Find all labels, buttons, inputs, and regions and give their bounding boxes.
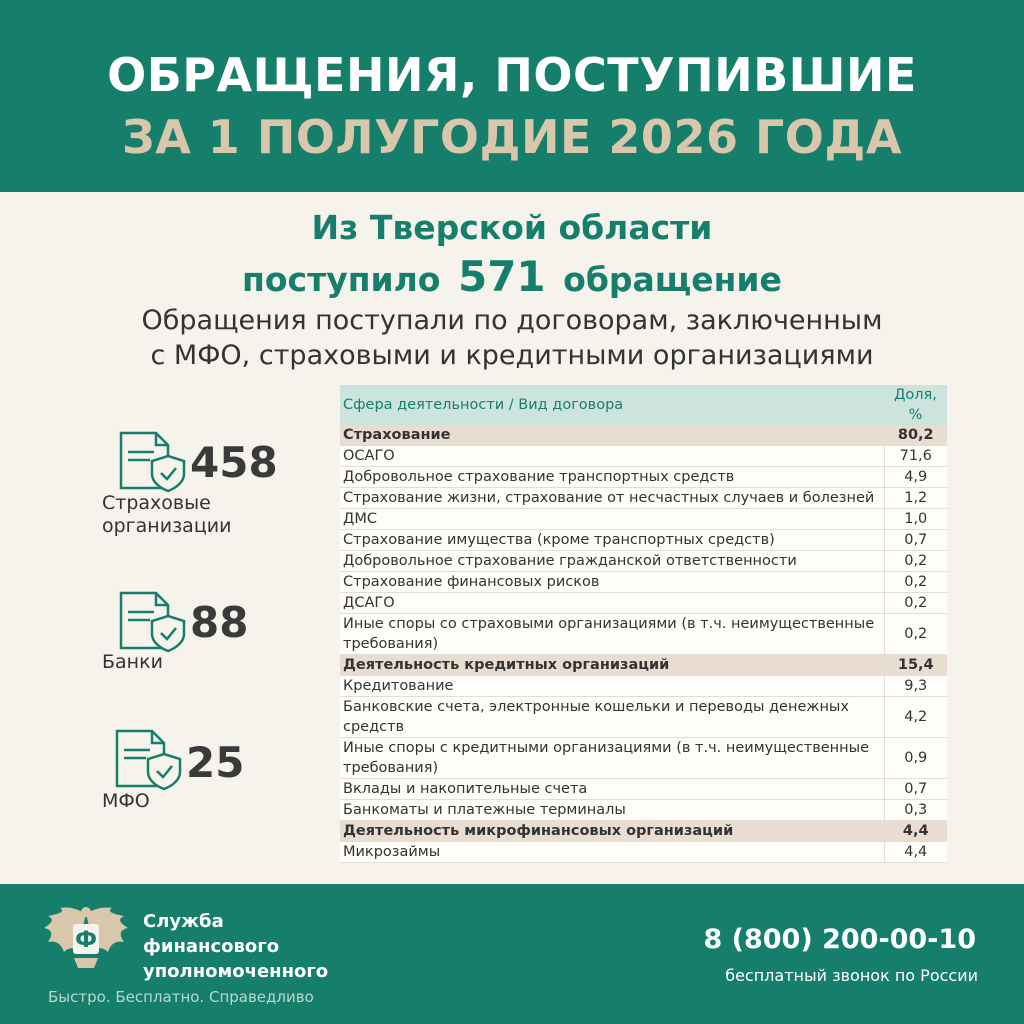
stat-mfo-value: 25 <box>186 738 245 787</box>
table-row <box>340 593 947 614</box>
table-cell-name: Страхование <box>340 425 884 446</box>
header-title-line1: ОБРАЩЕНИЯ, ПОСТУПИВШИЕ <box>107 48 917 102</box>
table-cell-name: Банкоматы и платежные терминалы <box>340 800 884 821</box>
table-cell-share: 4,4 <box>884 842 947 863</box>
table-cell-name: Деятельность микрофинансовых организаций <box>340 821 884 842</box>
table-cell-name: Кредитование <box>340 676 884 697</box>
stat-banks-value: 88 <box>190 598 249 647</box>
table-row <box>340 467 947 488</box>
table-row <box>340 697 947 738</box>
stat-insurance-value: 458 <box>190 438 278 487</box>
table-row <box>340 676 947 697</box>
stat-mfo <box>100 728 330 818</box>
table-cell-name: Страхование имущества (кроме транспортных средств) <box>340 530 884 551</box>
hotline-phone[interactable]: 8 (800) 200-00-10 <box>703 924 976 955</box>
table-row <box>340 614 947 655</box>
table-cell-share: 15,4 <box>884 655 947 676</box>
header-banner <box>0 0 1024 192</box>
table-cell-name: Банковские счета, электронные кошельки и переводы денежных средств <box>340 697 884 738</box>
footer-banner <box>0 884 1024 1024</box>
stat-mfo-label: МФО <box>102 790 150 812</box>
table-cell-share: 9,3 <box>884 676 947 697</box>
intro-region: Из Тверской области <box>311 208 713 247</box>
stat-banks-label: Банки <box>102 651 163 673</box>
org-slogan: Быстро. Бесплатно. Справедливо <box>48 988 314 1006</box>
table-body <box>340 425 947 863</box>
hotline-note: бесплатный звонок по России <box>725 966 978 985</box>
emblem-letter: Ф <box>75 928 97 953</box>
table-cell-name: Иные споры со страховыми организациями (в т.ч. неимущественные требования) <box>340 614 884 655</box>
eagle-emblem-icon <box>40 902 132 972</box>
appeals-table <box>340 385 947 863</box>
table-cell-share: 0,7 <box>884 530 947 551</box>
org-name: Служба финансового уполномоченного <box>143 911 329 982</box>
column-header-share: Доля, % <box>884 385 947 425</box>
table-cell-share: 4,9 <box>884 467 947 488</box>
table-cell-share: 71,6 <box>884 446 947 467</box>
table-cell-name: Вклады и накопительные счета <box>340 779 884 800</box>
document-shield-icon <box>118 430 188 494</box>
intro-count-prefix: поступило <box>242 260 441 299</box>
intro-count-number: 571 <box>457 252 546 301</box>
table-row <box>340 488 947 509</box>
table-cell-name: Страхование финансовых рисков <box>340 572 884 593</box>
table-cell-name: Микрозаймы <box>340 842 884 863</box>
table-cell-share: 1,0 <box>884 509 947 530</box>
document-shield-icon <box>118 590 188 654</box>
intro-count-suffix: обращение <box>563 260 782 299</box>
table-row <box>340 572 947 593</box>
table-cell-share: 0,3 <box>884 800 947 821</box>
table-row <box>340 551 947 572</box>
table-row <box>340 446 947 467</box>
table-row <box>340 842 947 863</box>
stat-banks <box>100 590 330 680</box>
table-cell-share: 80,2 <box>884 425 947 446</box>
stat-insurance-label: Страховые организации <box>102 492 232 537</box>
table-category-row <box>340 655 947 676</box>
table-cell-name: ДСАГО <box>340 593 884 614</box>
table-cell-share: 4,2 <box>884 697 947 738</box>
table-row <box>340 800 947 821</box>
table-category-row <box>340 821 947 842</box>
table-cell-name: Добровольное страхование гражданской ответственности <box>340 551 884 572</box>
table-cell-share: 4,4 <box>884 821 947 842</box>
table-cell-share: 0,2 <box>884 593 947 614</box>
document-shield-icon <box>114 728 184 792</box>
table-cell-name: Страхование жизни, страхование от несчастных случаев и болезней <box>340 488 884 509</box>
table-cell-share: 1,2 <box>884 488 947 509</box>
table-cell-share: 0,2 <box>884 614 947 655</box>
column-header-name: Сфера деятельности / Вид договора <box>340 385 884 425</box>
table-row <box>340 530 947 551</box>
table-cell-name: Иные споры с кредитными организациями (в т.ч. неимущественные требования) <box>340 738 884 779</box>
header-title-line2: ЗА 1 ПОЛУГОДИЕ 2026 ГОДА <box>122 110 902 164</box>
intro-count-line <box>0 252 1024 301</box>
table-category-row <box>340 425 947 446</box>
table-cell-name: ОСАГО <box>340 446 884 467</box>
table-cell-share: 0,2 <box>884 551 947 572</box>
intro-subtitle-line1: Обращения поступали по договорам, заключенным <box>141 305 883 336</box>
table-cell-name: Деятельность кредитных организаций <box>340 655 884 676</box>
table-cell-share: 0,7 <box>884 779 947 800</box>
table-row <box>340 509 947 530</box>
table-cell-share: 0,9 <box>884 738 947 779</box>
stat-insurance <box>100 430 330 540</box>
table-cell-name: ДМС <box>340 509 884 530</box>
intro-subtitle-line2: с МФО, страховыми и кредитными организациями <box>150 340 874 371</box>
table-cell-share: 0,2 <box>884 572 947 593</box>
table-cell-name: Добровольное страхование транспортных средств <box>340 467 884 488</box>
table-row <box>340 738 947 779</box>
table-header-row <box>340 385 947 425</box>
table-row <box>340 779 947 800</box>
